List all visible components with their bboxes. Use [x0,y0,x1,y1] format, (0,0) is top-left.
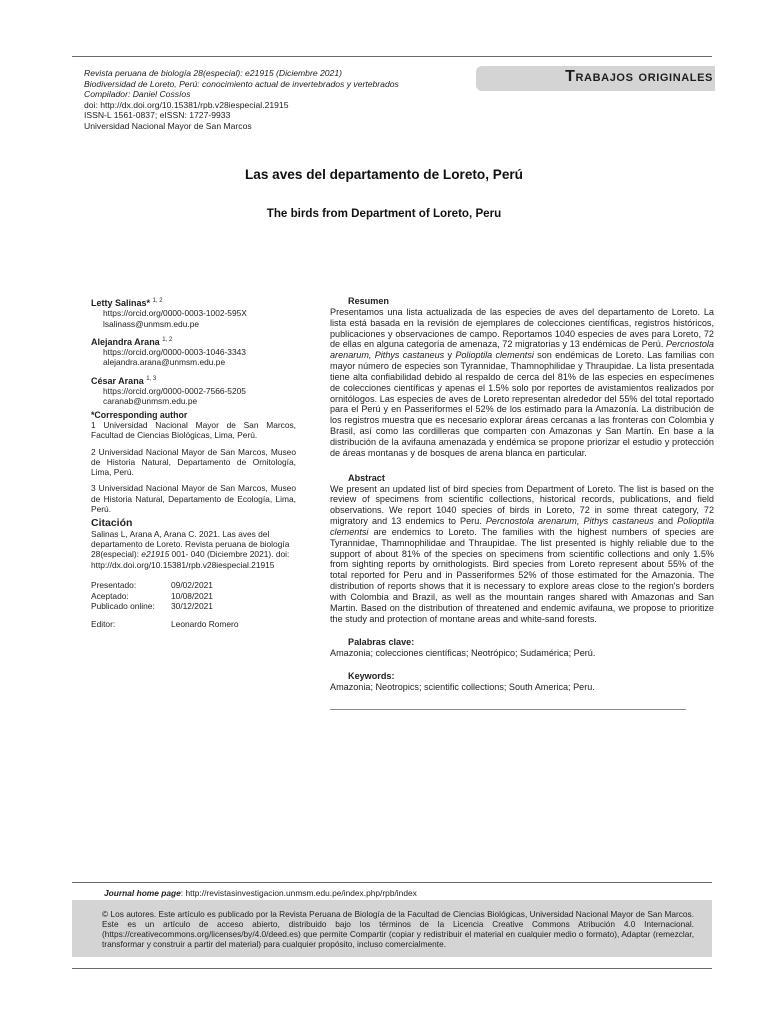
author-block [91,296,296,329]
top-rule [72,56,712,57]
author-email-link[interactable]: caranab@unmsm.edu.pe [103,396,198,407]
license-box [72,900,712,957]
affiliation: 3 Universidad Nacional Mayor de San Marcos, Museo de Historia Natural, Departamento de Ecología, Lima, Perú. [91,483,296,515]
issue-line: Biodiversidad de Loreto, Perú: conocimiento actual de invertebrados y vertebrados [84,78,399,89]
homepage-link[interactable]: : http://revistasinvestigacion.unmsm.edu.pe/index.php/rpb/index [180,888,417,898]
author-email-link[interactable]: lsalinass@unmsm.edu.pe [103,318,200,329]
author-orcid-link[interactable]: https://orcid.org/0000-0003-1046-3343 [103,347,246,358]
article-info-column [91,296,296,630]
abstract-text: We present an updated list of bird species from Department of Loreto. The list is based on the review of specimens from scientific collections, historical records, publications, and field observations. We report 1040 species of birds in Loreto, 72 in some threat category, 72 migratory and 13 endemics to Peru. Percnostola arenarum, Pithys castaneus and Polioptila clementsi are endemics to Loreto. The families with the highest numbers of species are Tyrannidae, Thamnophilidae and Thraupidae. The list presented is highly reliable due to the support of about 81% of the species on specimens from scientific collections and only 1.5% from sighting reports by ornithologists. Bird species from Loreto represent about 55% of the total reported for Peru and in Passeriformes 52% of those estimated for the Amazonia. The distribution of reports shows that it is necessary to explore areas close to the region's borders with Colombia and Brazil, as well as the mountain ranges shared with Amazonas and San Martin. Based on the distribution of threatened and endemic avifauna, we propose to prioritize the study and protection of montane areas and white-sand forests. [330,483,714,624]
doi-line[interactable]: doi: http://dx.doi.org/10.15381/rpb.v28iespecial.21915 [84,99,289,110]
journal-homepage [104,888,417,898]
editor-row: Editor: Leonardo Romero [91,619,239,630]
citation-text: Salinas L, Arana A, Arana C. 2021. Las aves del departamento de Loreto. Revista peruana de biología 28(especial): e21915 001- 040 (Diciembre 2021). doi: http://dx.doi.org/10.15381/rpb.v28iespecial.21915 [91,528,290,570]
corresponding-author-note: *Corresponding author [91,409,188,420]
author-block [91,374,296,407]
compiler-line: Compilador: Daniel Cossíos [84,89,191,99]
university-line: Universidad Nacional Mayor de San Marcos [84,120,252,131]
resumen-text: Presentamos una lista actualizada de las especies de aves del departamento de Loreto. La lista está basada en la revisión de ejemplares de colecciones científicas, registros históricos, publicaciones y observaciones de campo. Reportamos 1040 especies de aves para Loreto, 72 de ellas en alguna categoría de amenaza, 72 migratorias y 13 endémicas de Perú. Percnostola arenarum, Pithys castaneus y Polioptila clementsi son endémicas de Loreto. Las familias con mayor número de especies son Tyrannidae, Thamnophilidae y Thraupidae. La lista presentada tiene alta confiabilidad debido al respaldo de cerca del 81% de las especies en especímenes de colecciones científicas y apenas el 1.5% solo por reportes de avistamientos realizados por ornitólogos. Las especies de aves de Loreto representan alrededor del 55% del total reportado para el Perú y en Passeriformes el 52% de los estimado para la Amazonía. La distribución de los registros muestra que es necesario explorar áreas cercanas a las fronteras con Colombia y Brasil, así como las cordilleras que comparten con Amazonas y San Martín. En base a la distribución de la avifauna amenazada y endémica se propone priorizar el estudio y protección de áreas montanas y de bosques de arena blanca en particular. [330,306,715,458]
resumen-heading: Resumen [348,296,389,306]
keywords-en-heading: Keywords: [348,671,395,682]
date-row: Aceptado: 10/08/2021 [91,590,213,601]
abstract-heading: Abstract [348,472,385,483]
abstract-column [330,296,714,710]
author-orcid-link[interactable]: https://orcid.org/0000-0002-7566-5205 [103,386,246,397]
footer-top-rule [72,882,712,883]
date-row: Publicado online: 30/12/2021 [91,601,213,612]
homepage-label: Journal home page [104,888,181,898]
publication-dates [91,580,296,612]
article-title-english: The birds from Department of Loreto, Peru [266,207,502,220]
author-name: César Arana $^{1, 3}$ [91,375,157,386]
author-name: Alejandra Arana $^{1, 2}$ [91,336,173,347]
author-name: Letty Salinas* $^{1, 2}$ [91,298,163,308]
issn-line: ISSN-L 1561-0837; eISSN: 1727-9933 [84,110,231,120]
abstract-end-rule [330,709,686,710]
author-block [91,335,296,368]
citation-heading: Citación [91,517,133,530]
license-text: © Los autores. Este artículo es publicado por la Revista Peruana de Biología de la Facultad de Ciencias Biológicas, Universidad Nacional Mayor de San Marcos. Este es un artículo de acceso abierto, distribuido bajo los términos de la Licencia Creative Commons Atribución 4.0 Internacional. (https://creativecommons.org/licenses/by/4.0/deed.es) que permite Compartir (copiar y redistribuir el material en cualquier medio o formato), Adaptar (remezclar, transformar y construir a partir del material) para cualquier propósito, incluso comercialmente. [102,909,694,949]
author-orcid-link[interactable]: https://orcid.org/0000-0003-1002-595X [103,308,247,319]
affiliation: 2 Universidad Nacional Mayor de San Marcos, Museo de Historia Natural, Departamento de Ornitología, Lima, Perú. [91,446,296,478]
date-row: Presentado: 09/02/2021 [91,579,213,590]
keywords-es-text: Amazonia; colecciones científicas; Neotrópico; Sudamérica; Perú. [330,648,596,659]
keywords-en-text: Amazonia; Neotropics; scientific collections; South America; Peru. [330,682,595,692]
author-email-link[interactable]: alejandra.arana@unmsm.edu.pe [103,357,226,368]
affiliation: 1 Universidad Nacional Mayor de San Marcos, Facultad de Ciencias Biológicas, Lima, Perú. [91,419,296,441]
article-title-spanish: Las aves del departamento de Loreto, Perú [244,167,523,182]
journal-header [84,68,399,131]
keywords-es-heading: Palabras clave: [348,637,415,648]
journal-line: Revista peruana de biología 28(especial): e21915 (Diciembre 2021) [84,68,342,78]
bottom-rule [72,968,712,969]
section-banner [476,66,715,91]
section-banner-label: Trabajos originales [565,68,713,85]
